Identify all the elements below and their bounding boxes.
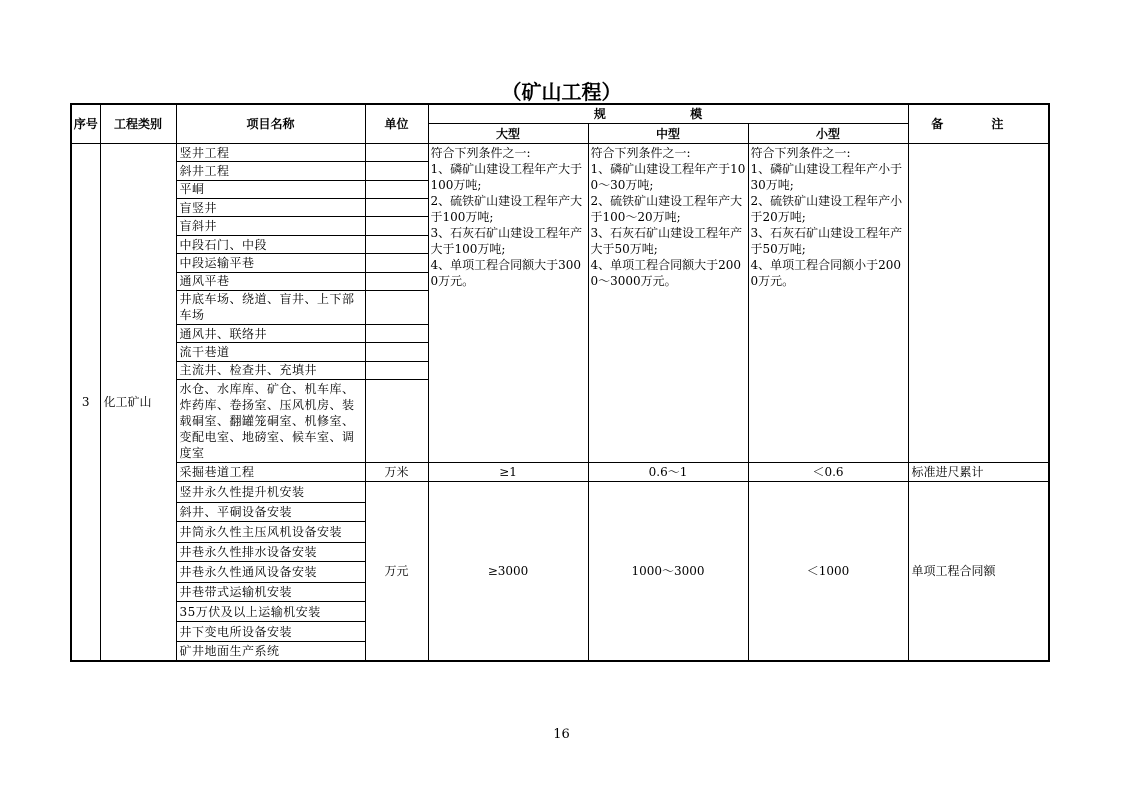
- unit-cell: 万米: [365, 462, 428, 481]
- medium-value: 1000～3000: [588, 482, 748, 661]
- small-value: ＜0.6: [748, 462, 908, 481]
- remark-cell: 单项工程合同额: [908, 482, 1049, 661]
- header-small: 小型: [748, 124, 908, 143]
- unit-cell-empty: [365, 343, 428, 361]
- project-name-cell: 矿井地面生产系统: [176, 641, 365, 661]
- project-name-cell: 斜井、平硐设备安装: [176, 502, 365, 521]
- header-remarks-label: 备 注: [931, 116, 1026, 131]
- unit-cell-empty: [365, 217, 428, 235]
- project-name-cell: 井下变电所设备安装: [176, 622, 365, 641]
- project-name-cell: 斜井工程: [176, 162, 365, 180]
- page-title: （矿山工程）: [501, 80, 622, 104]
- project-name-cell: 井底车场、绕道、盲井、上下部车场: [176, 291, 365, 325]
- header-category: 工程类别: [100, 104, 176, 143]
- small-conditions: 符合下列条件之一: 1、磷矿山建设工程年产小于30万吨; 2、硫铁矿山建设工程年产小于20万吨; 3、石灰石矿山建设工程年产于50万吨; 4、单项工程合同额小于2000万元。: [748, 143, 908, 462]
- project-name-cell: 竖井永久性提升机安装: [176, 482, 365, 502]
- unit-cell-empty: [365, 272, 428, 290]
- remark-cell: 标准进尺累计: [908, 462, 1049, 481]
- unit-cell-empty: [365, 324, 428, 342]
- header-scale-label: 规 模: [593, 107, 743, 122]
- project-name-cell: 通风井、联络井: [176, 324, 365, 342]
- remark-cell-empty: [908, 143, 1049, 462]
- project-name-cell: 主流井、检查井、充填井: [176, 361, 365, 379]
- unit-cell-empty: [365, 143, 428, 161]
- unit-cell-empty: [365, 361, 428, 379]
- unit-cell-empty: [365, 254, 428, 272]
- header-remarks: [908, 104, 1049, 143]
- unit-cell-empty: [365, 180, 428, 198]
- large-value: ≥3000: [428, 482, 588, 661]
- table-row-mining: [71, 462, 1049, 481]
- medium-conditions: 符合下列条件之一: 1、磷矿山建设工程年产于100～30万吨; 2、硫铁矿山建设工程年产大于100～20万吨; 3、石灰石矿山建设工程年产大于50万吨; 4、单项工程合同额大于2000～3000万元。: [588, 143, 748, 462]
- unit-cell: 万元: [365, 482, 428, 661]
- project-name-cell: 盲竖井: [176, 199, 365, 217]
- row-seq: 3: [71, 143, 100, 661]
- small-value: ＜1000: [748, 482, 908, 661]
- project-name-cell: 通风平巷: [176, 272, 365, 290]
- project-name-cell: 井巷永久性排水设备安装: [176, 542, 365, 561]
- header-scale: [428, 104, 908, 124]
- table-row: [71, 143, 1049, 161]
- mining-engineering-table: [70, 103, 1050, 662]
- project-name-cell: 平峒: [176, 180, 365, 198]
- project-name-cell: 中段石门、中段: [176, 235, 365, 253]
- project-name-cell: 流干巷道: [176, 343, 365, 361]
- unit-cell-empty: [365, 199, 428, 217]
- project-name-cell: 井巷永久性通风设备安装: [176, 562, 365, 582]
- unit-cell-empty: [365, 235, 428, 253]
- page-number: 16: [553, 727, 570, 742]
- header-seq: 序号: [71, 104, 100, 143]
- project-name-cell: 采掘巷道工程: [176, 462, 365, 481]
- project-name-cell: 中段运输平巷: [176, 254, 365, 272]
- project-name-cell: 竖井工程: [176, 143, 365, 161]
- unit-cell-empty: [365, 380, 428, 463]
- project-name-cell: 井筒永久性主压风机设备安装: [176, 522, 365, 542]
- row-category: 化工矿山: [100, 143, 176, 661]
- medium-value: 0.6～1: [588, 462, 748, 481]
- project-name-cell: 盲斜井: [176, 217, 365, 235]
- project-name-cell: 井巷带式运输机安装: [176, 582, 365, 601]
- unit-cell-empty: [365, 291, 428, 325]
- project-name-cell: 35万伏及以上运输机安装: [176, 601, 365, 621]
- header-project-name: 项目名称: [176, 104, 365, 143]
- header-medium: 中型: [588, 124, 748, 143]
- large-value: ≥1: [428, 462, 588, 481]
- header-unit: 单位: [365, 104, 428, 143]
- header-row-1: [71, 104, 1049, 124]
- unit-cell-empty: [365, 162, 428, 180]
- project-name-cell: 水仓、水库库、矿仓、机车库、炸药库、卷扬室、压风机房、装载硐室、翻罐笼硐室、机修室、变配电室、地磅室、候车室、调度室: [176, 380, 365, 463]
- header-large: 大型: [428, 124, 588, 143]
- large-conditions: 符合下列条件之一: 1、磷矿山建设工程年产大于100万吨; 2、硫铁矿山建设工程年产大于100万吨; 3、石灰石矿山建设工程年产大于100万吨; 4、单项工程合同额大于3000万元。: [428, 143, 588, 462]
- table-row: [71, 482, 1049, 502]
